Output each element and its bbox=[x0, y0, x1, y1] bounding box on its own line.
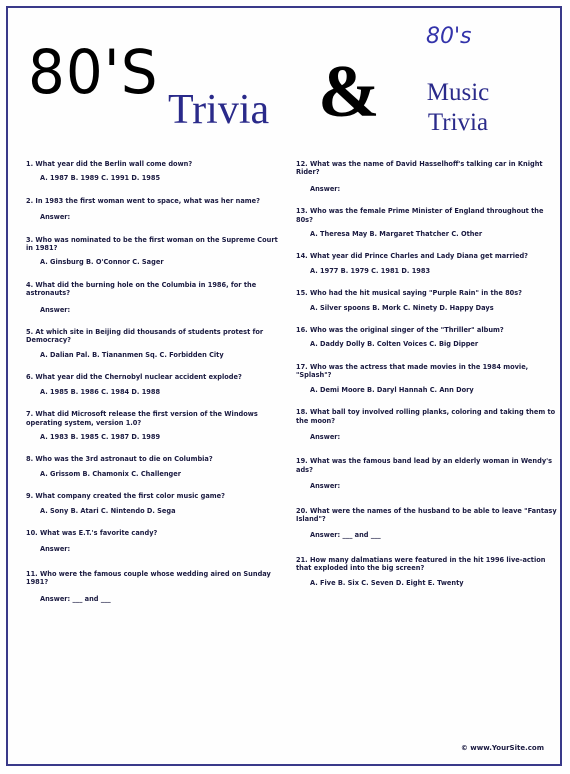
question-block bbox=[296, 252, 558, 275]
right-column bbox=[296, 160, 558, 597]
question-block bbox=[26, 281, 284, 314]
question-text: 17. Who was the actress that made movies in the 1984 movie, "Splash"? bbox=[296, 362, 529, 380]
answer-options: A. Grissom B. Chamonix C. Challenger bbox=[40, 469, 181, 478]
question-text: 13. Who was the female Prime Minister of England throughout the 80s? bbox=[296, 207, 544, 224]
title-80s: 80'S bbox=[28, 36, 159, 108]
answer-line: Answer: bbox=[40, 213, 71, 222]
question-block bbox=[26, 410, 284, 441]
question-block bbox=[26, 529, 284, 554]
footer-credit: © www.YourSite.com bbox=[460, 744, 544, 752]
answer-options: A. Dalian Pal. B. Tiananmen Sq. C. Forbidden City bbox=[40, 350, 224, 359]
question-text: 16. Who was the original singer of the "Thriller" album? bbox=[296, 326, 504, 335]
question-block bbox=[26, 160, 284, 183]
answer-line: Answer: ___ and ___ bbox=[40, 594, 111, 603]
answer-line: Answer: bbox=[310, 184, 341, 193]
question-text: 6. What year did the Chernobyl nuclear accident explode? bbox=[26, 373, 242, 382]
answer-line: Answer: bbox=[310, 432, 341, 441]
answer-options: A. 1985 B. 1986 C. 1984 D. 1988 bbox=[40, 387, 161, 396]
question-text: 20. What were the names of the husband to be able to leave "Fantasy Island"? bbox=[296, 506, 557, 523]
question-block bbox=[26, 236, 284, 267]
answer-options: A. Ginsburg B. O'Connor C. Sager bbox=[40, 258, 164, 267]
answer-line: Answer: bbox=[310, 482, 341, 491]
title-trivia: Trivia bbox=[168, 87, 270, 133]
answer-options: A. Daddy Dolly B. Colten Voices C. Big Dipper bbox=[310, 340, 479, 349]
question-text: 19. What was the famous band lead by an elderly woman in Wendy's ads? bbox=[296, 457, 553, 474]
question-text: 11. Who were the famous couple whose wedding aired on Sunday 1981? bbox=[26, 569, 271, 587]
question-text: 2. In 1983 the first woman went to space, what was her name? bbox=[26, 196, 260, 205]
question-text: 15. Who had the hit musical saying "Purple Rain" in the 80s? bbox=[296, 289, 523, 298]
question-text: 14. What year did Prince Charles and Lady Diana get married? bbox=[296, 252, 528, 261]
title-80s-music: 80's bbox=[426, 24, 472, 49]
question-block bbox=[296, 207, 558, 238]
question-block bbox=[26, 197, 284, 222]
question-text: 8. Who was the 3rd astronaut to die on Columbia? bbox=[26, 455, 213, 464]
answer-options: A. Five B. Six C. Seven D. Eight E. Twenty bbox=[310, 578, 464, 587]
question-text: 1. What year did the Berlin wall come down? bbox=[26, 160, 193, 168]
title-ampersand: & bbox=[318, 51, 380, 133]
question-text: 5. At which site in Beijing did thousands of students protest for Democracy? bbox=[26, 328, 264, 345]
question-block bbox=[296, 408, 558, 441]
question-block bbox=[296, 556, 558, 587]
answer-options: A. 1987 B. 1989 C. 1991 D. 1985 bbox=[40, 174, 161, 183]
question-block bbox=[296, 507, 558, 540]
question-text: 7. What did Microsoft release the first version of the Windows operating system, version 1.0? bbox=[26, 410, 258, 427]
question-block bbox=[26, 570, 284, 603]
answer-options: A. 1983 B. 1985 C. 1987 D. 1989 bbox=[40, 432, 161, 441]
question-block bbox=[26, 373, 284, 396]
question-block bbox=[296, 457, 558, 490]
question-block bbox=[26, 328, 284, 359]
title-music-trivia: Music Trivia bbox=[426, 79, 490, 136]
question-text: 21. How many dalmatians were featured in the hit 1996 live-action that exploded into the big screen? bbox=[296, 555, 546, 573]
left-column bbox=[26, 160, 284, 613]
question-block bbox=[296, 289, 558, 312]
answer-options: A. Sony B. Atari C. Nintendo D. Sega bbox=[40, 506, 176, 515]
question-block bbox=[26, 455, 284, 478]
question-text: 18. What ball toy involved rolling planks, coloring and taking them to the moon? bbox=[296, 408, 556, 425]
question-block bbox=[296, 363, 558, 394]
answer-options: A. 1977 B. 1979 C. 1981 D. 1983 bbox=[310, 266, 431, 275]
answer-options: A. Demi Moore B. Daryl Hannah C. Ann Dory bbox=[310, 385, 474, 394]
question-text: 10. What was E.T.'s favorite candy? bbox=[26, 528, 158, 537]
question-block bbox=[296, 160, 558, 193]
question-block bbox=[296, 326, 558, 349]
answer-line: Answer: bbox=[40, 305, 71, 314]
question-block bbox=[26, 492, 284, 515]
trivia-sheet bbox=[6, 6, 562, 766]
answer-line: Answer: bbox=[40, 545, 71, 554]
answer-options: A. Theresa May B. Margaret Thatcher C. Other bbox=[310, 230, 483, 239]
question-text: 3. Who was nominated to be the first woman on the Supreme Court in 1981? bbox=[26, 235, 278, 253]
question-text: 12. What was the name of David Hasselhoff's talking car in Knight Rider? bbox=[296, 160, 543, 177]
answer-options: A. Silver spoons B. Mork C. Ninety D. Happy Days bbox=[310, 303, 494, 312]
question-text: 4. What did the burning hole on the Columbia in 1986, for the astronauts? bbox=[26, 280, 257, 298]
question-text: 9. What company created the first color music game? bbox=[26, 492, 225, 501]
answer-line: Answer: ___ and ___ bbox=[310, 531, 381, 540]
